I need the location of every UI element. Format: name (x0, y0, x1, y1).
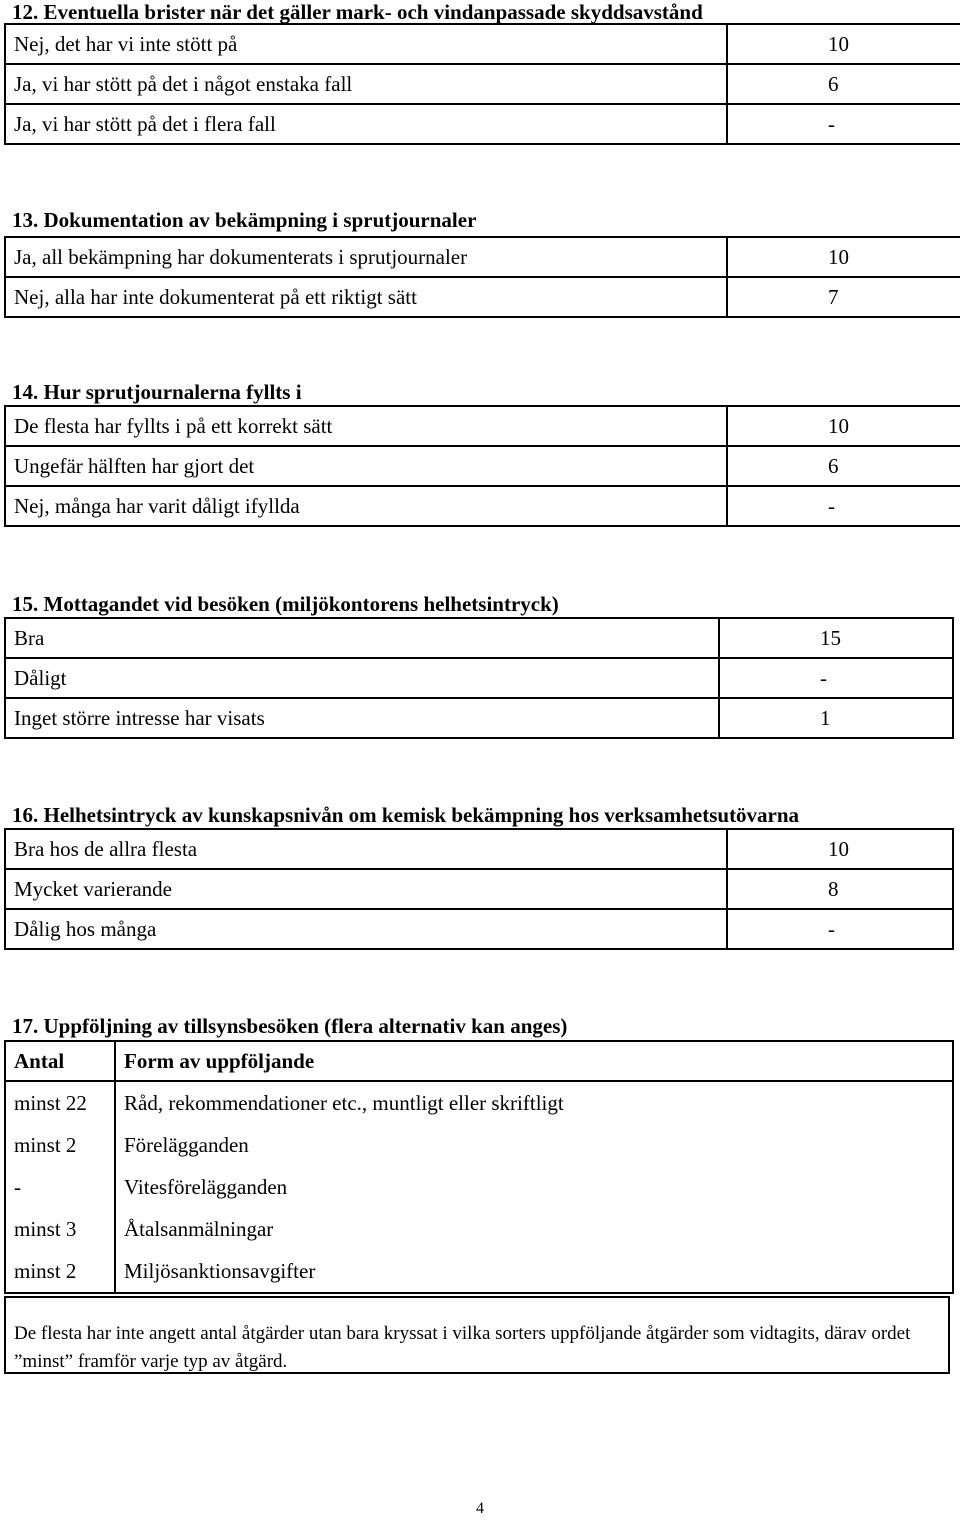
followup-note: De flesta har inte angett antal åtgärder utan bara kryssat i vilka sorters uppföljande åtgärder som vidtagits, därav ordet ”minst” framför varje typ av åtgärd. (4, 1296, 950, 1374)
section-12-heading: 12. Eventuella brister när det gäller mark- och vindanpassade skyddsavstånd (12, 0, 703, 24)
row-label: Nej, många har varit dåligt ifyllda (5, 486, 727, 526)
section-13-table (4, 236, 960, 318)
row-value: 1 (719, 698, 953, 738)
table-row (5, 237, 960, 277)
table-row (5, 446, 960, 486)
followup-table (4, 1040, 954, 1294)
table-row (5, 277, 960, 317)
row-label: Dåligt (5, 658, 719, 698)
row-value: 10 (727, 24, 960, 64)
row-label: De flesta har fyllts i på ett korrekt sätt (5, 406, 727, 446)
row-value: 6 (727, 446, 960, 486)
row-antal: minst 2 (5, 1250, 115, 1293)
row-antal: - (5, 1166, 115, 1208)
row-label: Bra hos de allra flesta (5, 829, 727, 869)
section-12-table (4, 23, 960, 145)
table-row (5, 1208, 953, 1250)
table-row (5, 486, 960, 526)
row-label: Ja, vi har stött på det i flera fall (5, 104, 727, 144)
table-row (5, 1250, 953, 1293)
row-label: Ja, all bekämpning har dokumenterats i sprutjournaler (5, 237, 727, 277)
row-label: Bra (5, 618, 719, 658)
row-label: Mycket varierande (5, 869, 727, 909)
row-form: Miljösanktionsavgifter (115, 1250, 953, 1293)
column-header-antal: Antal (5, 1041, 115, 1081)
row-label: Dålig hos många (5, 909, 727, 949)
section-14-table (4, 405, 960, 527)
table-row (5, 24, 960, 64)
table-row (5, 869, 953, 909)
row-value: - (727, 104, 960, 144)
row-value: - (727, 486, 960, 526)
row-label: Nej, det har vi inte stött på (5, 24, 727, 64)
table-row (5, 1166, 953, 1208)
table-row (5, 698, 953, 738)
row-value: - (719, 658, 953, 698)
section-15-table (4, 617, 954, 739)
row-antal: minst 2 (5, 1124, 115, 1166)
row-label: Inget större intresse har visats (5, 698, 719, 738)
row-label: Ungefär hälften har gjort det (5, 446, 727, 486)
row-antal: minst 22 (5, 1081, 115, 1124)
row-value: 6 (727, 64, 960, 104)
row-value: - (727, 909, 953, 949)
row-label: Nej, alla har inte dokumenterat på ett riktigt sätt (5, 277, 727, 317)
section-16-heading: 16. Helhetsintryck av kunskapsnivån om kemisk bekämpning hos verksamhetsutövarna (12, 803, 800, 827)
row-value: 15 (719, 618, 953, 658)
row-form: Råd, rekommendationer etc., muntligt eller skriftligt (115, 1081, 953, 1124)
row-antal: minst 3 (5, 1208, 115, 1250)
section-13-heading: 13. Dokumentation av bekämpning i sprutjournaler (12, 208, 477, 232)
page-number: 4 (476, 1500, 484, 1517)
section-15-heading: 15. Mottagandet vid besöken (miljökontorens helhetsintryck) (12, 592, 559, 616)
table-row (5, 104, 960, 144)
table-row (5, 618, 953, 658)
row-value: 10 (727, 237, 960, 277)
table-row (5, 1081, 953, 1124)
row-value: 7 (727, 277, 960, 317)
table-row (5, 1124, 953, 1166)
table-row (5, 658, 953, 698)
row-label: Ja, vi har stött på det i något enstaka fall (5, 64, 727, 104)
table-row (5, 909, 953, 949)
table-row (5, 406, 960, 446)
row-value: 10 (727, 406, 960, 446)
row-form: Åtalsanmälningar (115, 1208, 953, 1250)
column-header-form: Form av uppföljande (115, 1041, 953, 1081)
row-value: 10 (727, 829, 953, 869)
section-14-heading: 14. Hur sprutjournalerna fyllts i (12, 380, 302, 404)
row-value: 8 (727, 869, 953, 909)
row-form: Vitesförelägganden (115, 1166, 953, 1208)
row-form: Förelägganden (115, 1124, 953, 1166)
table-row (5, 829, 953, 869)
section-17-heading: 17. Uppföljning av tillsynsbesöken (flera alternativ kan anges) (12, 1014, 568, 1038)
table-header-row (5, 1041, 953, 1081)
table-row (5, 64, 960, 104)
section-16-table (4, 828, 954, 950)
